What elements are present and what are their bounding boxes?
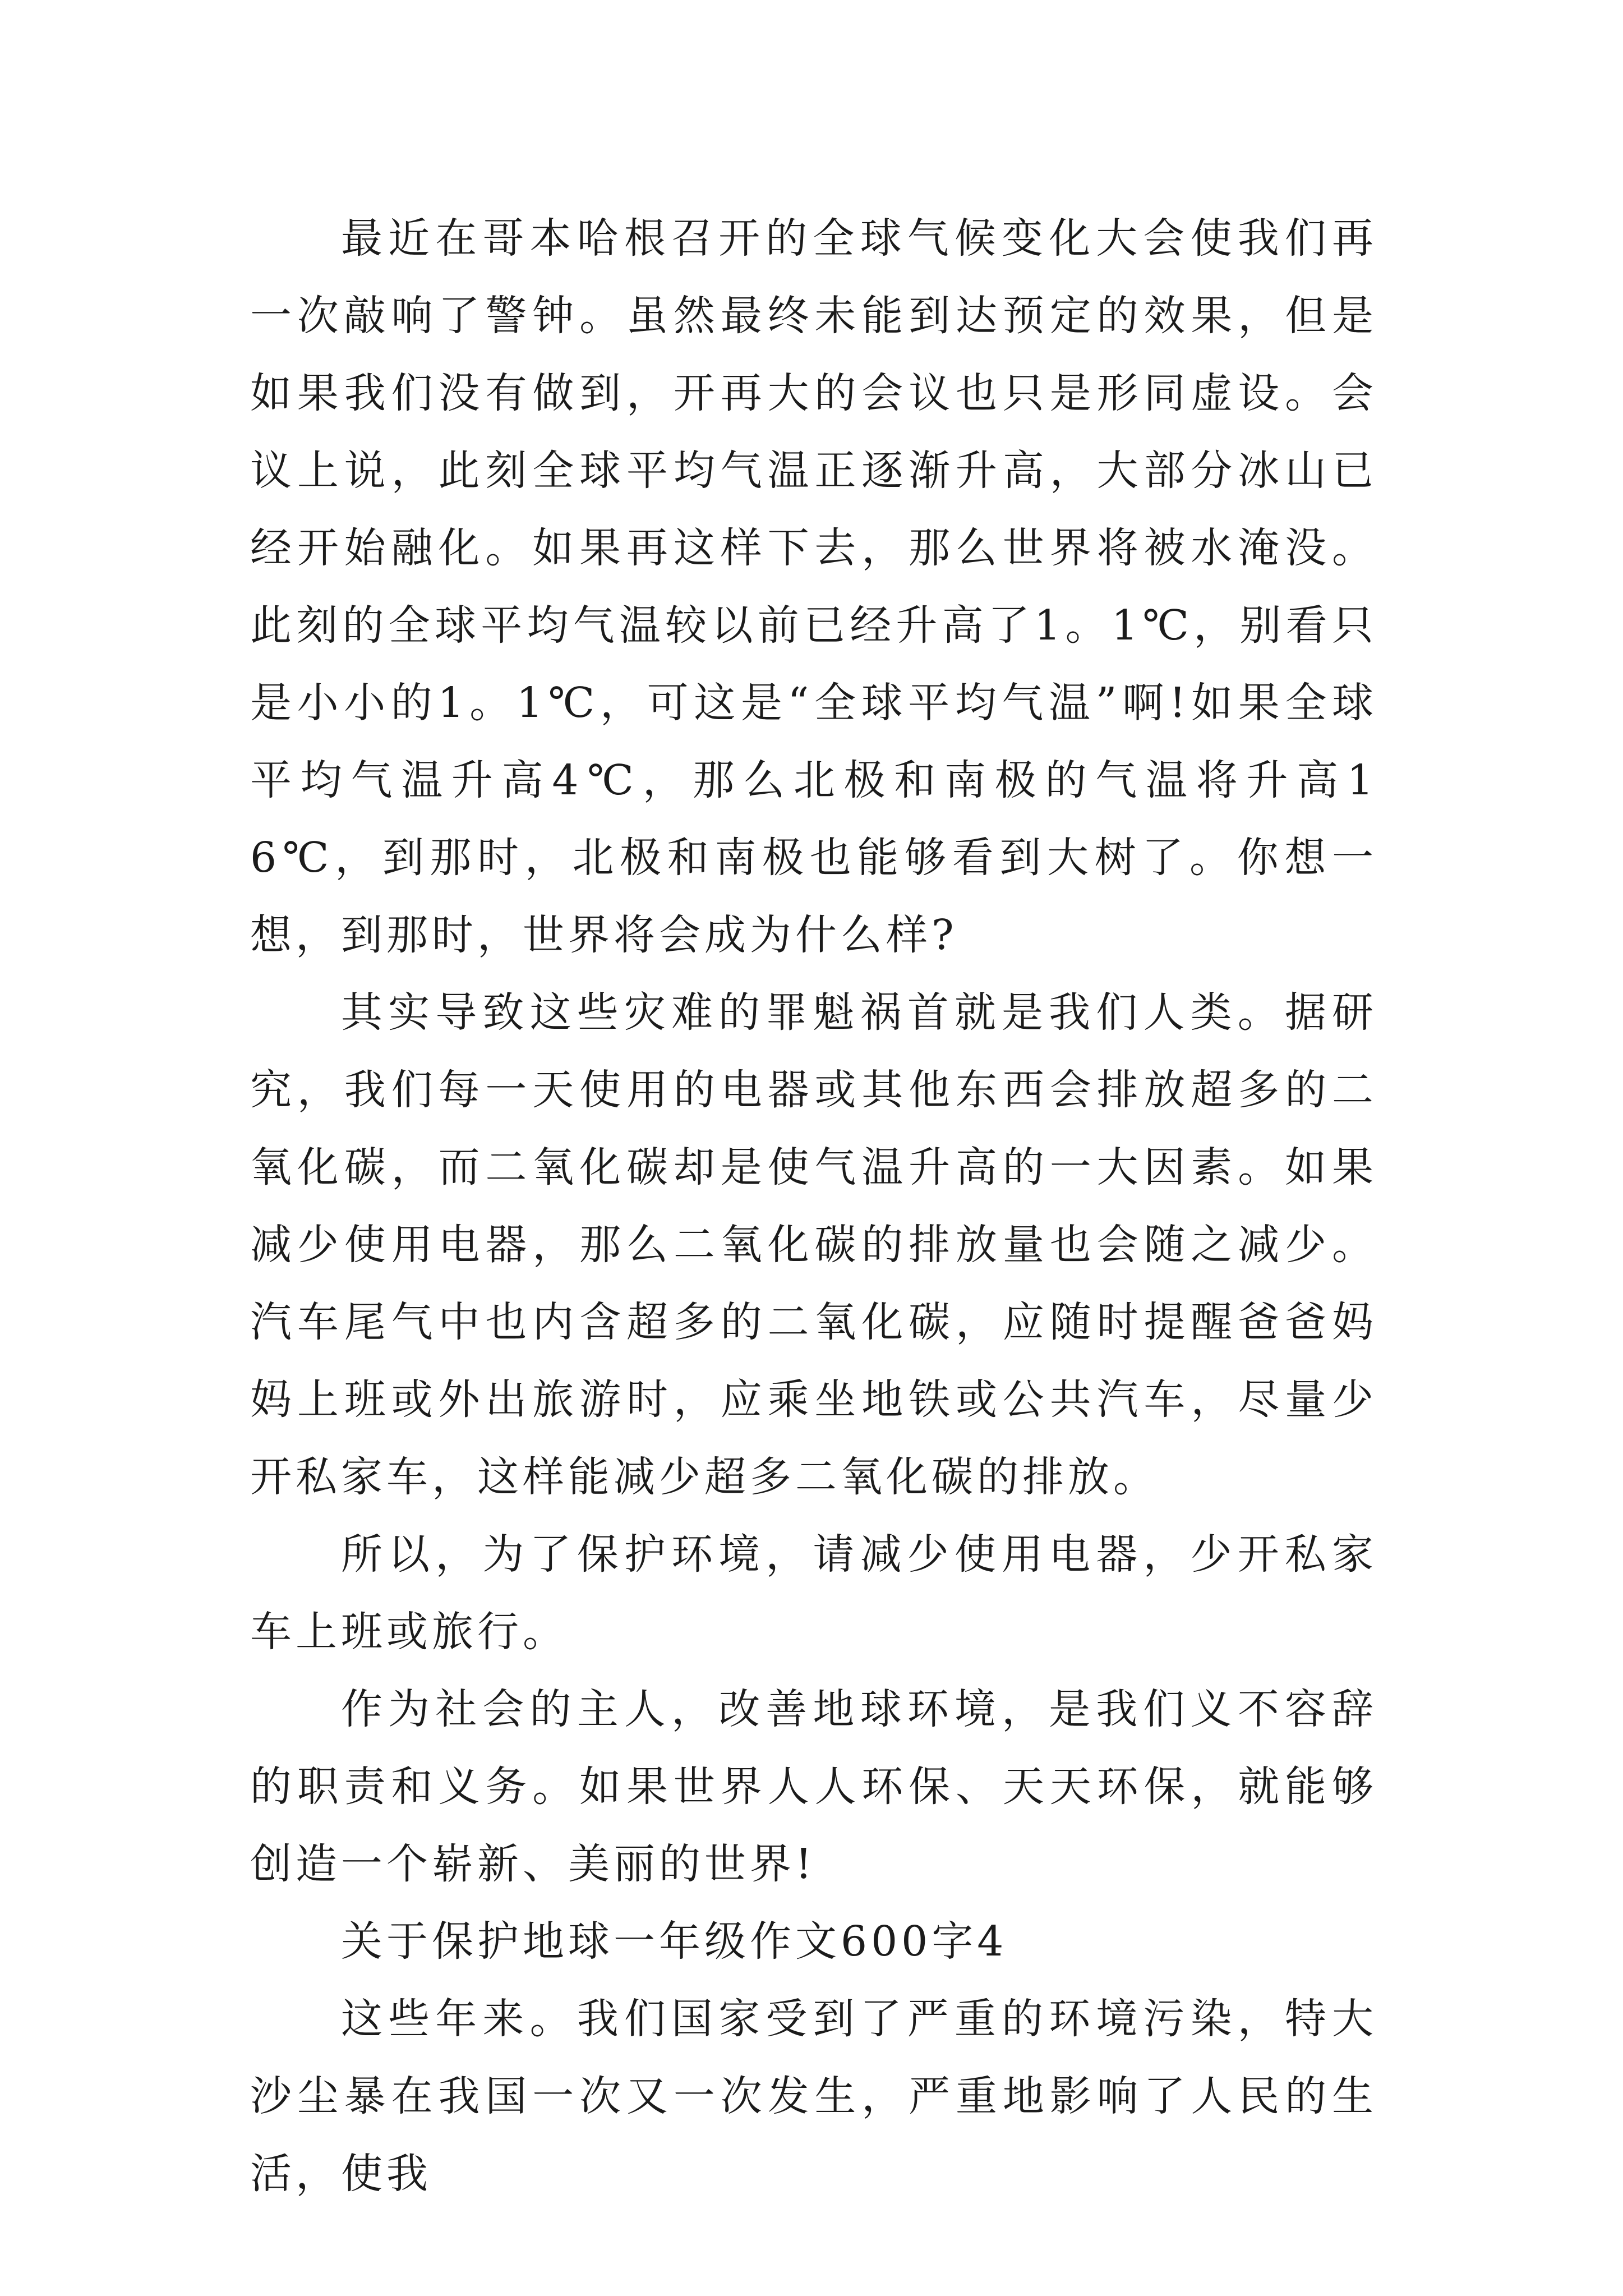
paragraph-climate-conference: 最近在哥本哈根召开的全球气候变化大会使我们再一次敲响了警钟。虽然最终未能到达预定的效果，但是如果我们没有做到，开再大的会议也只是形同虚设。会议上说，此刻全球平均气温正逐渐升高，大部分冰山已经开始融化。如果再这样下去，那么世界将被水淹没。此刻的全球平均气温较以前已经升高了1。1℃，别看只是小小的1。1℃，可这是“全球平均气温”啊!如果全球平均气温升高4℃，那么北极和南极的气温将升高16℃，到那时，北极和南极也能够看到大树了。你想一想，到那时，世界将会成为什么样? xyxy=(250,214,1377,959)
paragraph-reduce-usage: 所以，为了保护环境，请减少使用电器，少开私家车上班或旅行。 xyxy=(250,1530,1377,1656)
document-body xyxy=(250,200,1377,2212)
essay-title: 关于保护地球一年级作文600字4 xyxy=(341,1917,1008,1966)
paragraph-responsibility: 作为社会的主人，改善地球环境，是我们义不容辞的职责和义务。如果世界人人环保、天天环保，就能够创造一个崭新、美丽的世界! xyxy=(250,1685,1377,1888)
paragraph-human-cause: 其实导致这些灾难的罪魁祸首就是我们人类。据研究，我们每一天使用的电器或其他东西会排放超多的二氧化碳，而二氧化碳却是使气温升高的一大因素。如果减少使用电器，那么二氧化碳的排放量也会随之减少。汽车尾气中也内含超多的二氧化碳，应随时提醒爸爸妈妈上班或外出旅游时，应乘坐地铁或公共汽车，尽量少开私家车，这样能减少超多二氧化碳的排放。 xyxy=(250,988,1377,1501)
paragraph-pollution: 这些年来。我们国家受到了严重的环境污染，特大沙尘暴在我国一次又一次发生，严重地影响了人民的生活，使我 xyxy=(250,1995,1377,2198)
